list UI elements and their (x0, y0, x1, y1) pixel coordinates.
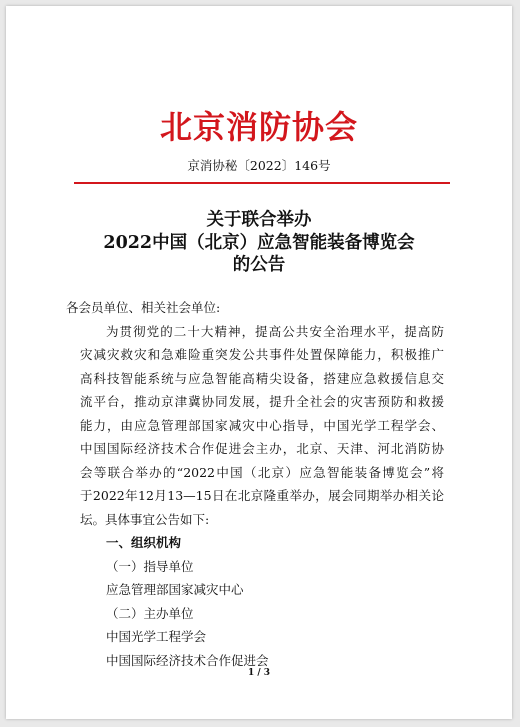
document-page (6, 6, 512, 719)
title-line-2: 2022中国（北京）应急智能装备博览会 (103, 232, 415, 253)
paragraph-line: 能力，由应急管理部国家减灾中心指导，中国光学工程学会、 (80, 417, 444, 433)
paragraph-line: 于2022年12月13—15日在北京隆重举办，展会同期举办相关论 (80, 488, 444, 503)
title-line-3: 的公告 (232, 255, 286, 275)
paragraph-line: 流平台，推动京津冀协同发展，提升全社会的灾害预防和救援 (80, 394, 444, 409)
organization-item: 中国国际经济技术合作促进会 (106, 652, 269, 668)
red-divider-line (74, 182, 450, 184)
salutation: 各会员单位、相关社会单位: (66, 300, 221, 315)
document-body (66, 296, 444, 672)
paragraph-line: 坛。具体事宜公告如下: (80, 511, 210, 527)
document-title (6, 209, 512, 277)
paragraph-line: 为贯彻党的二十大精神，提高公共安全治理水平，提高防 (106, 323, 444, 339)
document-number: 京消协秘〔2022〕146号 (187, 158, 331, 173)
subsection-heading: （一）指导单位 (106, 558, 194, 574)
paragraph-line: 灾减灾救灾和急难险重突发公共事件处置保障能力，积极推广 (80, 347, 444, 362)
paragraph-line: 中国国际经济技术合作促进会主办，北京、天津、河北消防协 (80, 441, 444, 456)
org-name-header: 北京消防协会 (159, 108, 358, 146)
paragraph-line: 高科技智能系统与应急智能高精尖设备，搭建应急救援信息交 (80, 370, 444, 386)
page-indicator: 1 / 3 (247, 668, 271, 678)
organization-item: 中国光学工程学会 (106, 629, 207, 644)
subsection-heading: （二）主办单位 (106, 605, 194, 621)
paragraph-line: 会等联合举办的“2022中国（北京）应急智能装备博览会”将 (80, 464, 444, 480)
section-heading: 一、组织机构 (106, 535, 182, 550)
title-line-1: 关于联合举办 (206, 210, 312, 230)
organization-item: 应急管理部国家减灾中心 (106, 582, 244, 597)
